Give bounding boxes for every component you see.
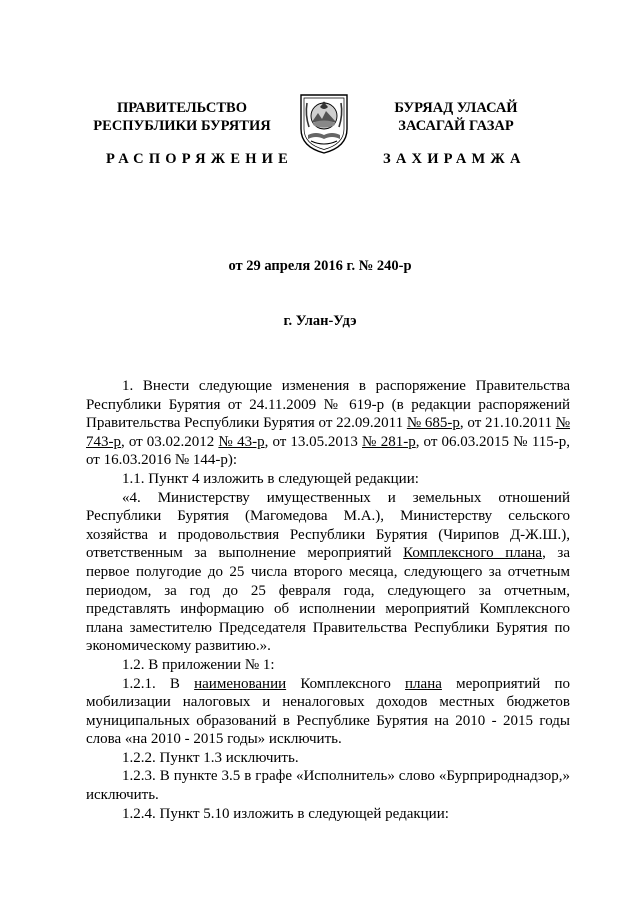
document-date-number: от 29 апреля 2016 г. № 240-р — [228, 258, 412, 274]
government-name-russian — [82, 99, 282, 135]
paragraph-1 — [86, 377, 570, 470]
reference-link-43[interactable]: № 43-р — [218, 433, 265, 450]
doc-type-buryat: ЗАХИРАМЖА — [383, 151, 526, 167]
coat-of-arms-icon — [298, 91, 350, 155]
header-left-line-2: РЕСПУБЛИКИ БУРЯТИЯ — [93, 118, 271, 134]
government-name-buryat — [356, 99, 556, 135]
paragraph-1-text-b: , от 21.10.2011 — [459, 415, 556, 432]
header-right-line-1: БУРЯАД УЛАСАЙ — [394, 100, 518, 116]
reference-link-743[interactable]: № 743-р — [86, 415, 571, 450]
paragraph-6: 1.2.2. Пункт 1.3 исключить. — [122, 749, 299, 766]
paragraph-3-text-a: «4. Министерству имущественных и земельных отношений Республики Бурятия (Магомедова М.А.), Министерству сельского хозяйства и продовольствия Республики Бурятия (Чирипов Д-Ж.Ш.), ответственным за выполнение мероприятий — [86, 489, 570, 562]
paragraph-4: 1.2. В приложении № 1: — [122, 656, 275, 673]
paragraph-1-text-d: , от 13.05.2013 — [264, 433, 362, 450]
reference-link-685[interactable]: № 685-р — [406, 415, 460, 432]
document-body — [86, 377, 570, 823]
document-city: г. Улан-Удэ — [283, 313, 357, 329]
paragraph-2: 1.1. Пункт 4 изложить в следующей редакции: — [122, 470, 419, 487]
paragraph-5-text-c: мероприятий по мобилизации налоговых и неналоговых доходов местных бюджетов муниципальных образований в Республике Бурятия на 2010 - 2015 годы слова «на 2010 - 2015 годы» исключить. — [86, 675, 570, 748]
header-left-line-1: ПРАВИТЕЛЬСТВО — [117, 100, 247, 116]
plan-link[interactable]: плана — [405, 675, 442, 692]
paragraph-7: 1.2.3. В пункте 3.5 в графе «Исполнитель» слово «Бурприроднадзор,» исключить. — [86, 768, 570, 804]
complex-plan-link[interactable]: Комплексного плана — [403, 545, 543, 562]
paragraph-5-text-b: Комплексного — [286, 675, 406, 692]
paragraph-5-text-a: 1.2.1. В — [122, 675, 195, 692]
reference-link-281[interactable]: № 281-р — [361, 433, 416, 450]
doc-type-russian: РАСПОРЯЖЕНИЕ — [106, 151, 294, 167]
header-right-line-2: ЗАСАГАЙ ГАЗАР — [398, 118, 514, 134]
paragraph-3-text-b: , за первое полугодие до 25 числа второго месяца, следующего за отчетным периодом, за год до 25 февраля года, следующего за отчетным, представлять информацию об исполнении мероприятий Комплексного плана заместителю Председателя Правительства Республики Бурятия по экономическому развитию.». — [86, 545, 570, 655]
paragraph-1-text-e: , от 06.03.2015 № 115-р, от 16.03.2016 № 144-р): — [86, 433, 571, 469]
paragraph-1-text-a: 1. Внести следующие изменения в распоряжение Правительства Республики Бурятия от 24.11.2009 № 619-р (в редакции распоряжений Правительства Республики Бурятия от 22.09.2011 — [86, 378, 570, 432]
paragraph-1-text-c: , от 03.02.2012 — [121, 433, 219, 450]
paragraph-3 — [86, 489, 570, 656]
paragraph-5 — [86, 675, 570, 749]
name-link[interactable]: наименовании — [194, 675, 287, 692]
paragraph-8: 1.2.4. Пункт 5.10 изложить в следующей редакции: — [122, 805, 449, 822]
